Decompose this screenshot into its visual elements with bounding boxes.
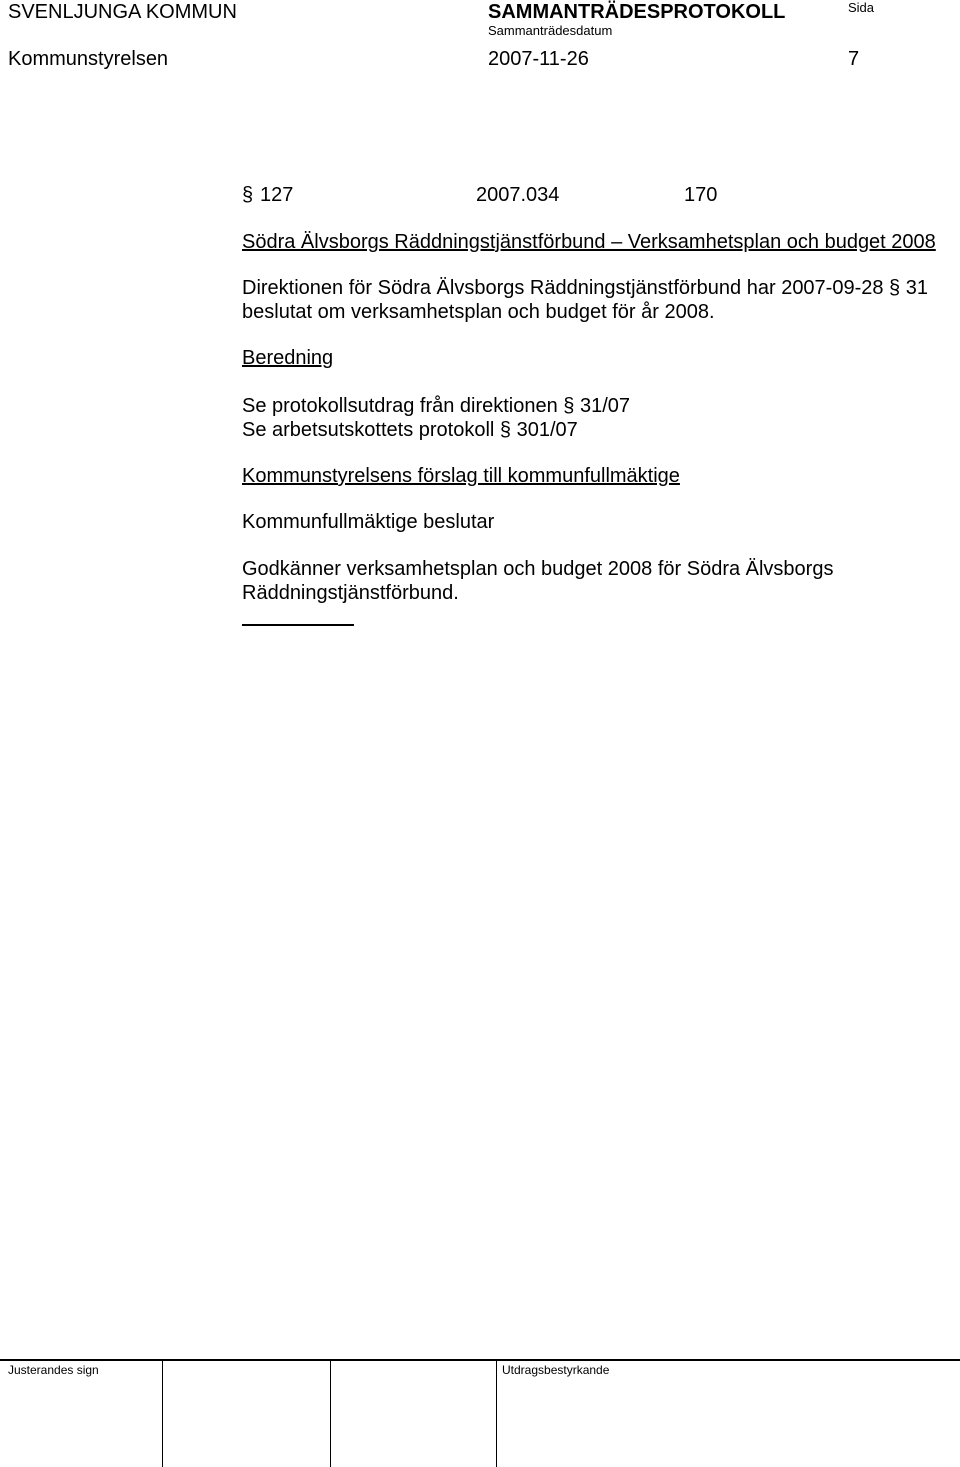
decision-text: Godkänner verksamhetsplan och budget 2008 för Södra Älvsborgs Räddningstjänstförbund. (242, 558, 834, 604)
certification-label: Utdragsbestyrkande (502, 1363, 610, 1377)
intro-paragraph: Direktionen för Södra Älvsborgs Räddningstjänstförbund har 2007-09-28 § 31 beslutat om verksamhetsplan och budget för år 2008. (242, 277, 928, 323)
preparation-heading: Beredning (242, 347, 334, 369)
end-rule (242, 624, 354, 626)
signature-cell-divider (330, 1361, 331, 1467)
page-number: 7 (848, 48, 860, 70)
certification-cell-divider (496, 1361, 497, 1467)
decision-heading: Kommunfullmäktige beslutar (242, 511, 495, 533)
signature-box (0, 1359, 960, 1467)
reference-line: Se arbetsutskottets protokoll § 301/07 (242, 419, 578, 441)
proposal-heading: Kommunstyrelsens förslag till kommunfullmäktige (242, 465, 680, 487)
paragraph-number: 127 (260, 184, 294, 206)
committee-name: Kommunstyrelsen (8, 48, 169, 70)
section-symbol: § (242, 184, 254, 206)
case-number: 170 (684, 184, 718, 206)
item-heading: Södra Älvsborgs Räddningstjänstförbund – Verksamhetsplan och budget 2008 (242, 231, 936, 253)
document-type: SAMMANTRÄDESPROTOKOLL (488, 1, 786, 23)
meeting-date-label: Sammanträdesdatum (488, 23, 613, 38)
signature-label: Justerandes sign (8, 1363, 99, 1377)
diary-number: 2007.034 (476, 184, 560, 206)
signature-cell-divider (162, 1361, 163, 1467)
meeting-date: 2007-11-26 (488, 48, 589, 70)
organization-name: SVENLJUNGA KOMMUN (8, 1, 237, 23)
page-label: Sida (848, 0, 875, 15)
reference-line: Se protokollsutdrag från direktionen § 31/07 (242, 395, 631, 417)
